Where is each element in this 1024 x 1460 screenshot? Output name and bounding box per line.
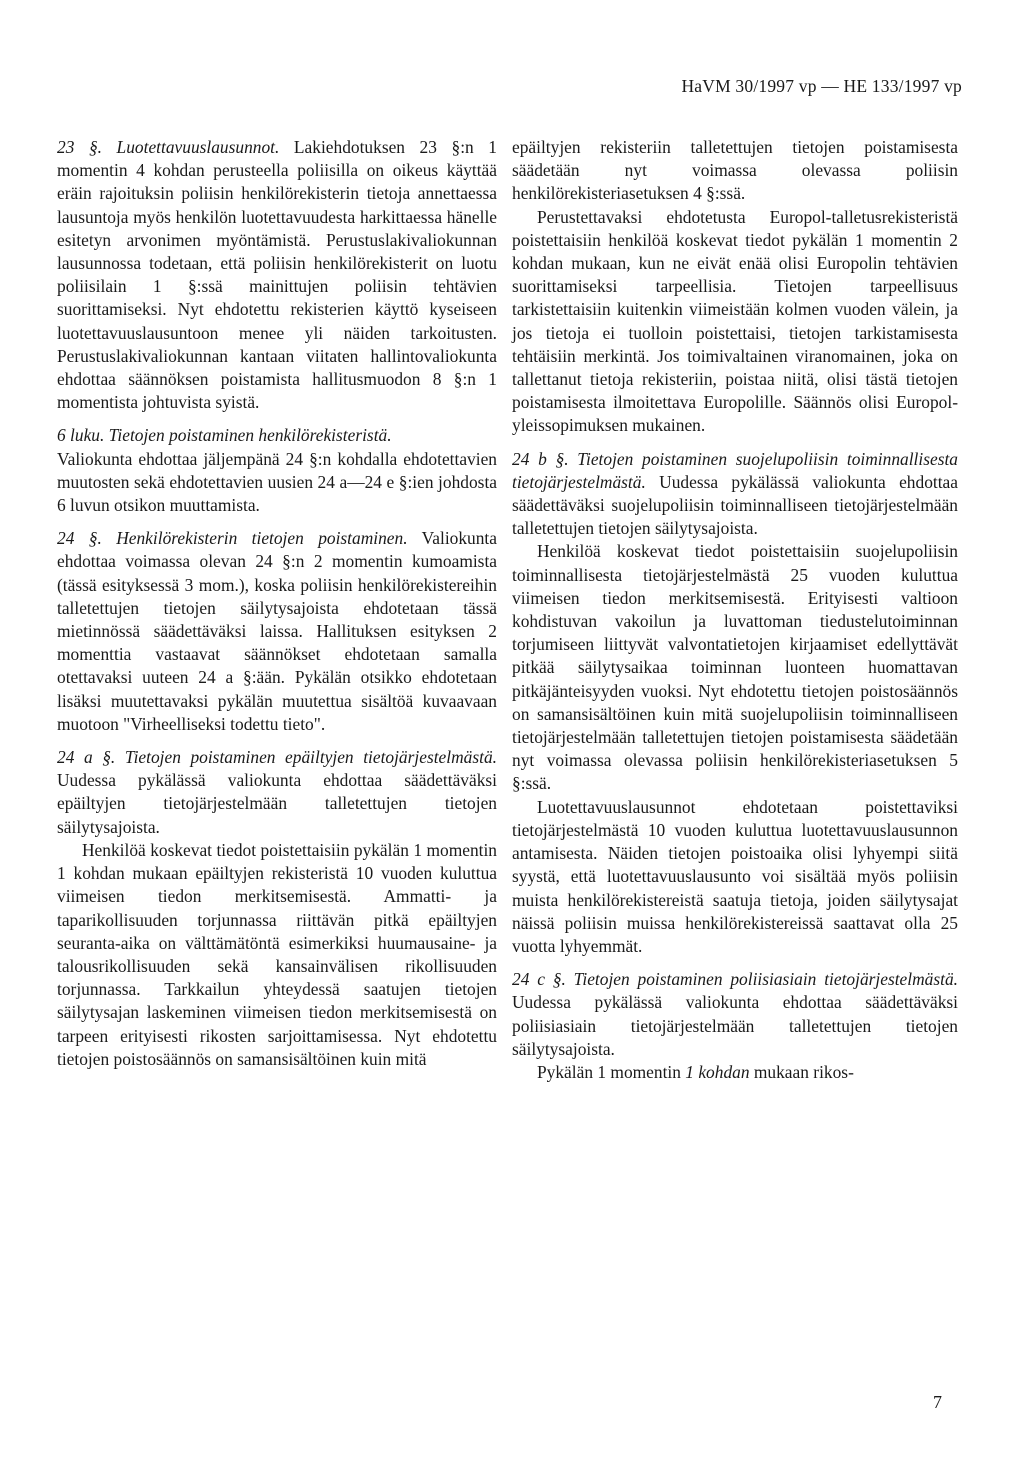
section-body: Valiokunta ehdottaa jäljempänä 24 §:n kohdalla ehdotettavien muutosten sekä ehdotettavien uusien 24 a—24 e §:ien johdosta 6 luvun otsikon muuttamista. xyxy=(57,448,497,516)
paragraph-24c xyxy=(512,968,958,1061)
chapter-heading-6 xyxy=(57,424,497,447)
section-body: Perustettavaksi ehdotetusta Europol-talletusrekisteristä poistettaisiin henkilöä koskevat tiedot pykälän 1 momentin 2 kohdan mukaan, kun ne eivät enää olisi Europolin tehtävien suorittamiseksi tarpeellisia. Tietojen tarpeellisuus tarkistettaisiin kuitenkin viimeistään kolmen vuoden välein, ja jos tietoja ei tuolloin poistettaisi, tietojen tarkistamisesta tehtäisiin merkintä. Jos toimivaltainen viranomainen, joka on tallettanut tietoja rekisteriin, poistaa niitä, olisi tästä tietojen poistamisesta ilmoitettava Europolille. Säännös olisi Europol-yleissopimuksen mukainen. xyxy=(512,206,958,436)
paragraph-24c-body xyxy=(512,1061,958,1084)
section-body: Valiokunta ehdottaa voimassa olevan 24 §:n 2 momentin kumoamista (tässä esityksessä 3 mom.), koska poliisin henkilörekistereihin talletettujen tietojen säilytysajoista ehdotetaan tässä mietinnössä säädettäväksi laissa. Hallituksen esityksen 2 momenttia vastaavat säännökset ehdotetaan samalla otettavaksi uuteen 24 a §:ään. Pykälän otsikko ehdotetaan lisäksi muutettavaksi pykälän muutettua sisältöä kuvaavaan muotoon "Virheelliseksi todettu tieto". xyxy=(57,528,497,734)
section-body: Pykälän 1 momentin xyxy=(537,1061,686,1082)
paragraph-24b-body xyxy=(512,540,958,795)
page-number: 7 xyxy=(933,1392,942,1412)
section-body: Luotettavuuslausunnot ehdotetaan poistettaviksi tietojärjestelmästä 10 vuoden kuluttua luotettavuuslausunnon antamisesta. Näiden tietojen poistoaika olisi lyhyempi siitä syystä, että luotettavuuslausunto voi sisältää myös poliisin muista henkilörekistereistä saatuja tietoja, joiden säilytysajat näissä poliisin muissa henkilörekistereissä saattavat olla 25 vuotta lyhyemmät. xyxy=(512,796,958,956)
section-body: mukaan rikos- xyxy=(749,1061,854,1082)
paragraph-24a xyxy=(57,746,497,839)
left-column xyxy=(57,136,497,1081)
paragraph-23 xyxy=(57,136,497,414)
section-heading: 24 a §. Tietojen poistaminen epäiltyjen tietojärjestelmästä. xyxy=(57,747,497,768)
paragraph-luotettavuus xyxy=(512,796,958,958)
paragraph-europol xyxy=(512,206,958,438)
section-body: epäiltyjen rekisteriin talletettujen tietojen poistamisesta säädetään nyt voimassa olevassa poliisin henkilörekisteriasetuksen 4 §:ssä. xyxy=(512,137,958,204)
paragraph-24a-body xyxy=(57,839,497,1071)
section-heading: 23 §. Luotettavuuslausunnot. xyxy=(57,137,280,157)
paragraph-chapter-6 xyxy=(57,448,497,518)
running-head: HaVM 30/1997 vp — HE 133/1997 vp xyxy=(681,76,962,96)
section-heading: 24 §. Henkilörekisterin tietojen poistaminen. xyxy=(57,528,408,549)
right-column xyxy=(512,136,958,1094)
section-body: Lakiehdotuksen 23 §:n 1 momentin 4 kohdan perusteella poliisilla on oikeus käyttää eräin rajoituksin poliisin henkilörekisterin tietoja annettaessa lausuntoja myös henkilön luotettavuudesta harkittaessa hänelle esitetyn arvonimen myöntämistä. Perustuslakivaliokunnan lausunnossa todetaan, että poliisin henkilörekisterit on luotu poliisilain 1 §:ssä mainittujen poliisin tehtävien suorittamiseksi. Nyt ehdotettu rekisterien käyttö kyseiseen luotettavuuslausuntoon menee yli näiden tarkoitusten. Perustuslakivaliokunnan kantaan viitaten hallintovaliokunta ehdottaa säännöksen poistamista hallitusmuodon 8 §:n 1 momentista johtuvista syistä. xyxy=(57,137,497,413)
section-heading: 24 b §. Tietojen poistaminen suojelupoliisin toiminnallisesta tietojärjestelmästä. xyxy=(512,448,958,492)
section-body: Henkilöä koskevat tiedot poistettaisiin suojelupoliisin toiminnallisesta tietojärjestelmästä 25 vuoden kuluttua viimeisen tiedon merkitsemisestä. Erityisesti valtioon kohdistuvan vakoilun ja luvattoman tiedustelutoiminnan torjumiseen liittyvät valvontatietojen kirjaamiset edellyttävät pitkää säilytysaikaa toiminnan luonteen huomattavan pitkäjänteisyyden vuoksi. Nyt ehdotettu tietojen poistosäännös on samansisältöinen kuin mitä suojelupoliisin toiminnalliseen tietojärjestelmään talletettujen tietojen poistamisesta säädetään nyt voimassa olevassa poliisin henkilörekisteriasetuksen 5 §:ssä. xyxy=(512,541,958,794)
paragraph-24b xyxy=(512,448,958,541)
section-body: Henkilöä koskevat tiedot poistettaisiin pykälän 1 momentin 1 kohdan mukaan epäiltyjen rekisteristä 10 vuoden kuluttua viimeisen tiedon merkitsemisestä. Ammatti- ja taparikollisuuden torjunnassa riittävän pitkä epäiltyjen seuranta-aika on välttämätöntä esimerkiksi huumausaine- ja talousrikollisuuden sekä kansainvälisen rikollisuuden torjunnassa. Tarkkailun yhteydessä saatujen tietojen säilytysajan laskeminen viimeisen tiedon merkitsemisestä on tarpeen erityisesti rikosten sarjoittamisessa. Nyt ehdotettu tietojen poistosäännös on samansisältöinen kuin mitä xyxy=(57,839,497,1069)
chapter-heading: 6 luku. Tietojen poistaminen henkilörekisteristä. xyxy=(57,425,392,446)
section-body: Uudessa pykälässä valiokunta ehdottaa säädettäväksi suojelupoliisin toiminnalliseen tietojärjestelmään talletettujen tietojen säilytysajoista. xyxy=(512,471,958,539)
paragraph-24 xyxy=(57,527,497,736)
section-body: Uudessa pykälässä valiokunta ehdottaa säädettäväksi poliisiasiain tietojärjestelmään talletettujen tietojen säilytysajoista. xyxy=(512,992,958,1059)
inline-italic: 1 kohdan xyxy=(685,1061,750,1082)
section-body: Uudessa pykälässä valiokunta ehdottaa säädettäväksi epäiltyjen tietojärjestelmään talletettujen tietojen säilytysajoista. xyxy=(57,770,497,837)
section-heading: 24 c §. Tietojen poistaminen poliisiasiain tietojärjestelmästä. xyxy=(512,969,958,990)
paragraph-continued xyxy=(512,136,958,206)
